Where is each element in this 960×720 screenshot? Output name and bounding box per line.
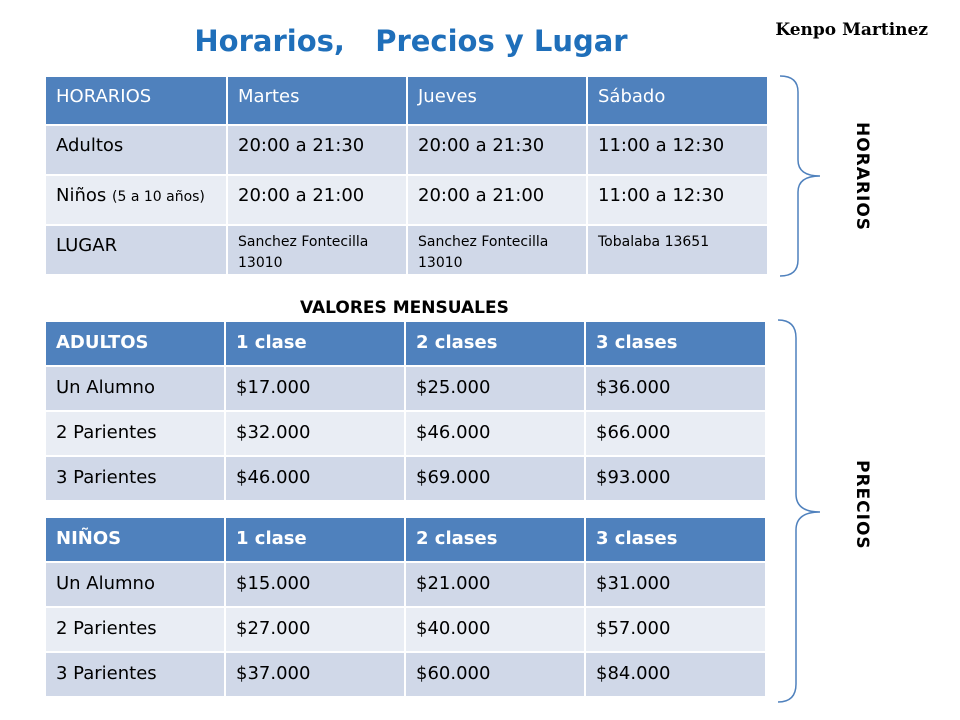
- table-cell: 20:00 a 21:00: [227, 175, 407, 225]
- table-row: [45, 652, 766, 697]
- table-row: [45, 607, 766, 652]
- horarios-table: [44, 75, 769, 276]
- header-cell: HORARIOS: [45, 76, 227, 125]
- table-cell: 20:00 a 21:30: [227, 125, 407, 175]
- table-row: [45, 125, 768, 175]
- price-cell: $32.000: [225, 411, 405, 456]
- price-cell: $21.000: [405, 562, 585, 607]
- price-cell: $69.000: [405, 456, 585, 501]
- price-cell: $93.000: [585, 456, 766, 501]
- adultos-price-table: [44, 320, 767, 502]
- row-label-text: Adultos: [56, 135, 124, 156]
- table-row: [45, 562, 766, 607]
- table-row: [45, 366, 766, 411]
- header-cell: 1 clase: [225, 321, 405, 366]
- row-label: Un Alumno: [45, 562, 225, 607]
- table-row: [45, 175, 768, 225]
- location-cell: Sanchez Fontecilla 13010: [407, 225, 587, 275]
- price-cell: $25.000: [405, 366, 585, 411]
- side-label-precios: PRECIOS: [852, 460, 872, 550]
- header-cell: NIÑOS: [45, 517, 225, 562]
- price-cell: $37.000: [225, 652, 405, 697]
- section-subtitle: VALORES MENSUALES: [300, 298, 509, 318]
- header-cell: 2 clases: [405, 517, 585, 562]
- price-cell: $40.000: [405, 607, 585, 652]
- table-cell: 11:00 a 12:30: [587, 175, 768, 225]
- row-label: Un Alumno: [45, 366, 225, 411]
- table-row: [45, 411, 766, 456]
- header-cell: 3 clases: [585, 321, 766, 366]
- row-label: [45, 175, 227, 225]
- precios-brace: [774, 316, 826, 706]
- table-header-row: [45, 76, 768, 125]
- price-cell: $66.000: [585, 411, 766, 456]
- location-cell: Sanchez Fontecilla 13010: [227, 225, 407, 275]
- row-label: [45, 125, 227, 175]
- table-row: [45, 456, 766, 501]
- header-cell: 1 clase: [225, 517, 405, 562]
- row-label: 3 Parientes: [45, 456, 225, 501]
- header-cell: ADULTOS: [45, 321, 225, 366]
- page-title: Horarios, Precios y Lugar: [194, 24, 628, 58]
- header-cell: 2 clases: [405, 321, 585, 366]
- header-cell: Sábado: [587, 76, 768, 125]
- table-cell: 11:00 a 12:30: [587, 125, 768, 175]
- price-cell: $46.000: [225, 456, 405, 501]
- table-row-lugar: [45, 225, 768, 275]
- row-label: 2 Parientes: [45, 607, 225, 652]
- row-label: LUGAR: [45, 225, 227, 275]
- location-cell: Tobalaba 13651: [587, 225, 768, 275]
- price-cell: $46.000: [405, 411, 585, 456]
- table-cell: 20:00 a 21:30: [407, 125, 587, 175]
- price-cell: $84.000: [585, 652, 766, 697]
- side-label-horarios: HORARIOS: [852, 122, 872, 232]
- table-header-row: [45, 517, 766, 562]
- ninos-price-table: [44, 516, 767, 698]
- table-cell: 20:00 a 21:00: [407, 175, 587, 225]
- header-cell: 3 clases: [585, 517, 766, 562]
- row-label: 3 Parientes: [45, 652, 225, 697]
- row-label-text: Niños: [56, 185, 107, 206]
- row-label: 2 Parientes: [45, 411, 225, 456]
- table-header-row: [45, 321, 766, 366]
- price-cell: $27.000: [225, 607, 405, 652]
- price-cell: $15.000: [225, 562, 405, 607]
- header-cell: Jueves: [407, 76, 587, 125]
- price-cell: $36.000: [585, 366, 766, 411]
- price-cell: $31.000: [585, 562, 766, 607]
- price-cell: $57.000: [585, 607, 766, 652]
- price-cell: $17.000: [225, 366, 405, 411]
- age-note: (5 a 10 años): [112, 189, 205, 205]
- brand-name: Kenpo Martinez: [775, 20, 928, 40]
- horarios-brace: [776, 72, 826, 280]
- price-cell: $60.000: [405, 652, 585, 697]
- header-cell: Martes: [227, 76, 407, 125]
